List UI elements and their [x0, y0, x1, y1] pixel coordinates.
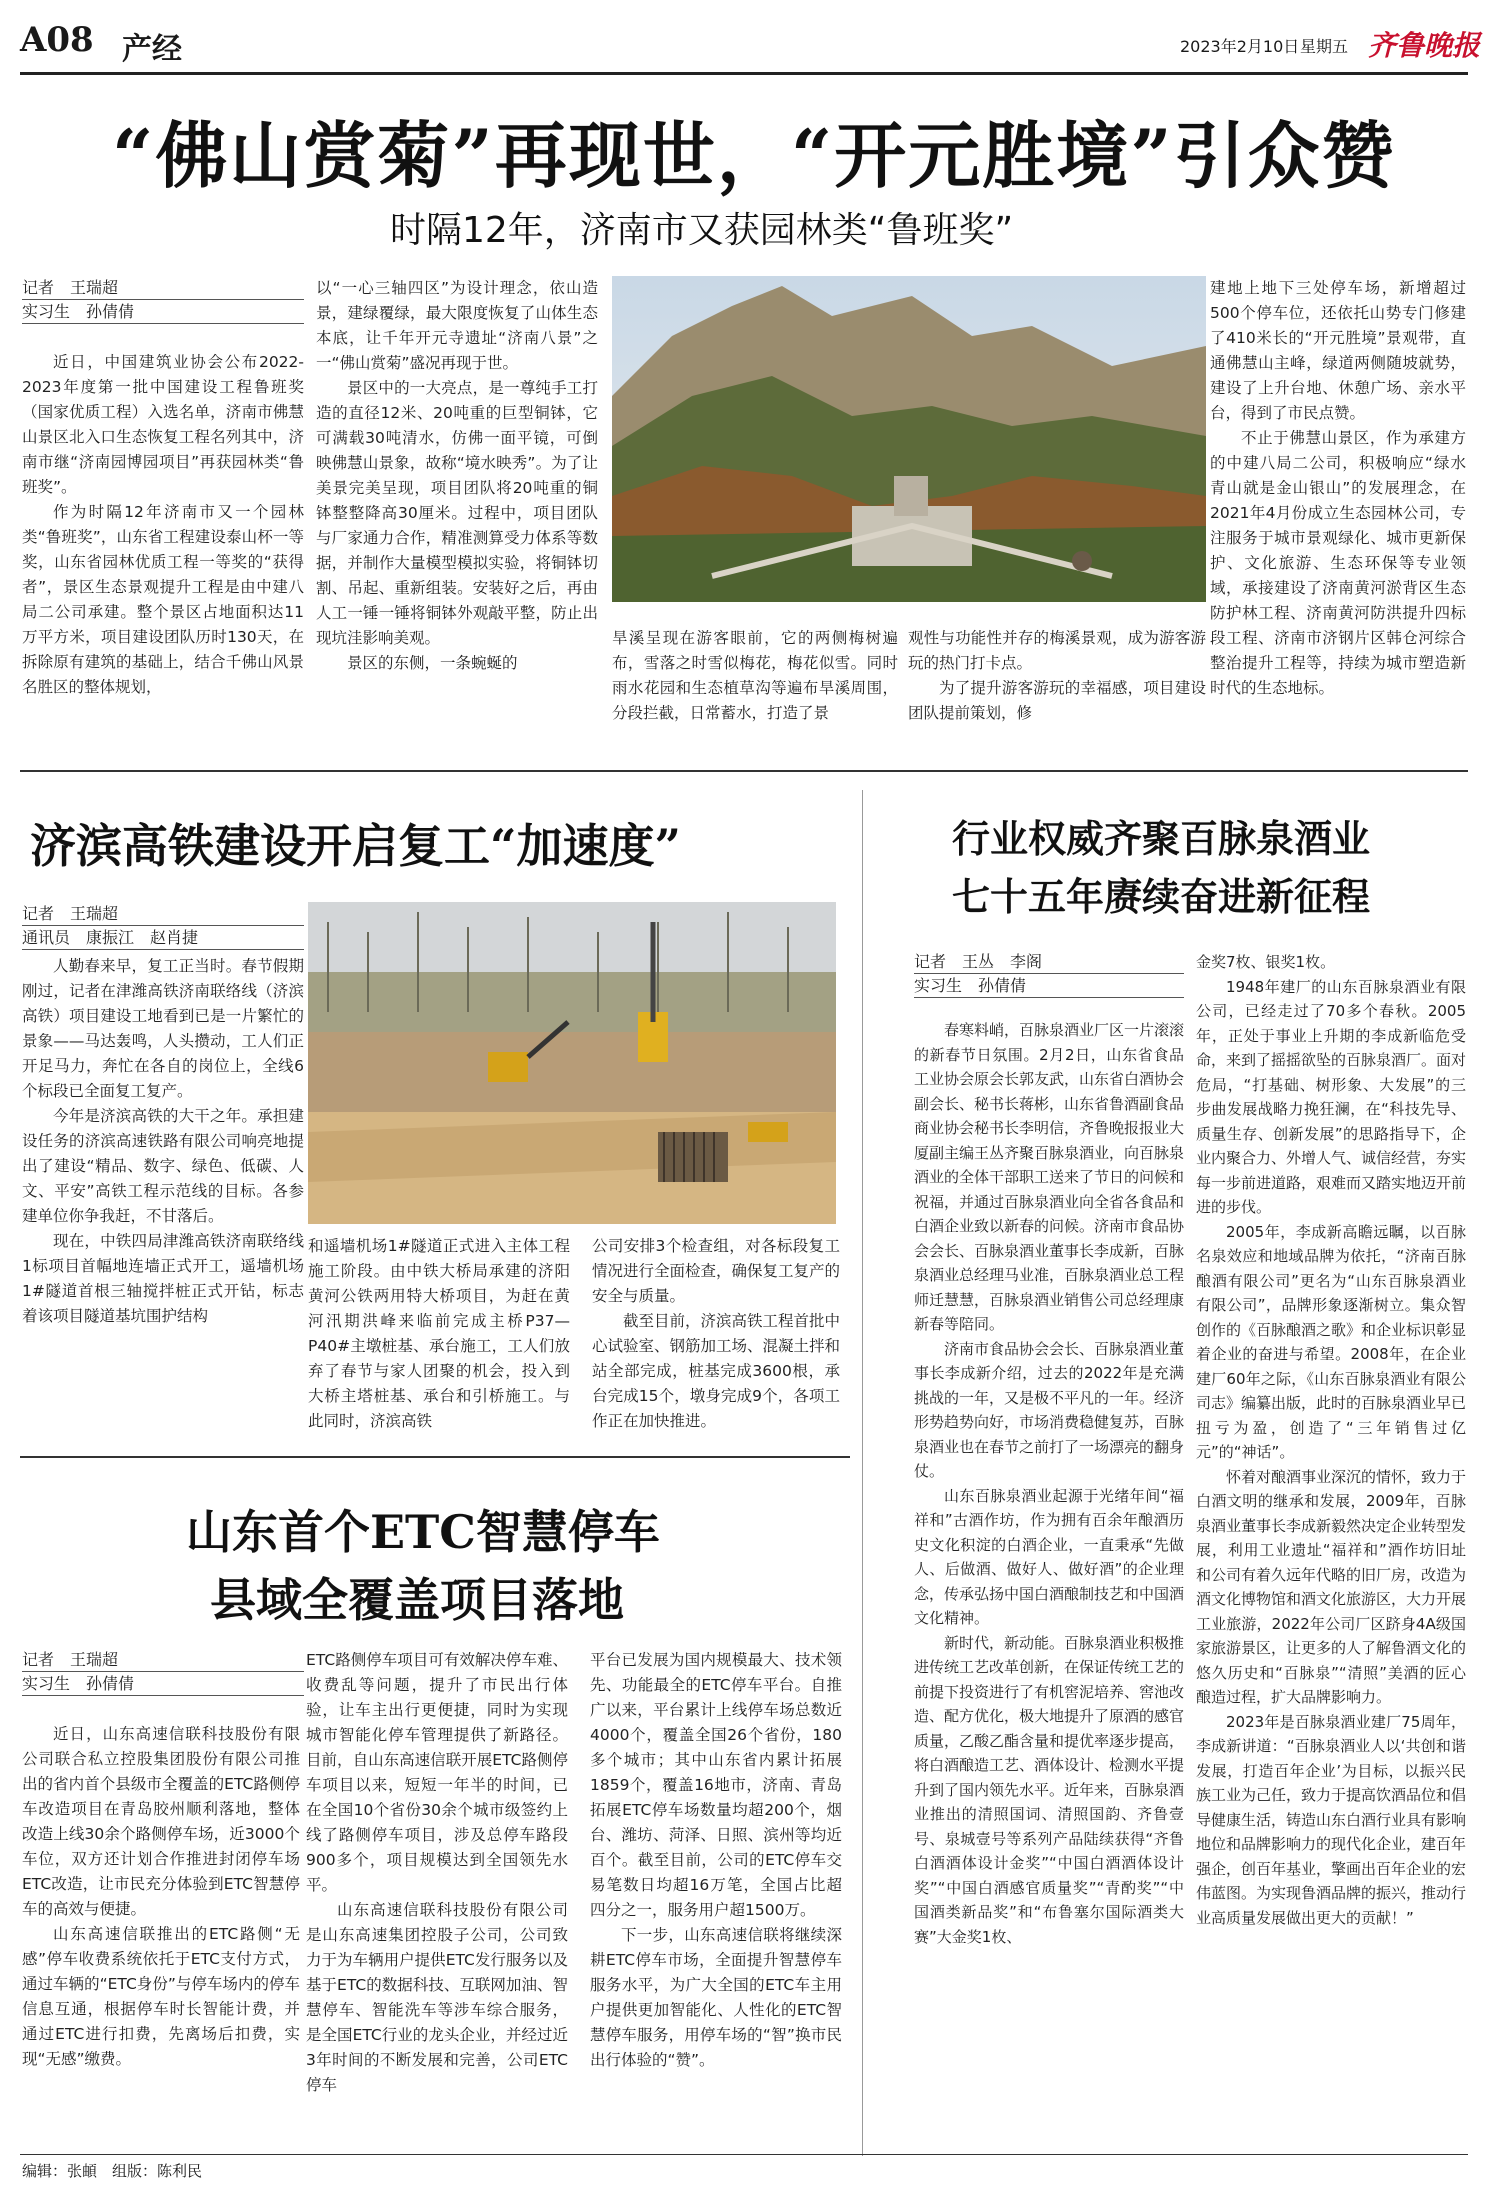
- paper-logo: 齐鲁晚报: [1368, 29, 1481, 62]
- article1-subtitle: 时隔12年，济南市又获园林类“鲁班奖”: [390, 210, 1014, 251]
- paragraph: 以“一心三轴四区”为设计理念，依山造景，建绿覆绿，最大限度恢复了山体生态本底，让千年开元寺遗址“济南八景”之一“佛山赏菊”盛况再现于世。: [316, 279, 598, 372]
- article2-column-2: [308, 1234, 570, 1432]
- article1-column-2: [316, 276, 598, 748]
- article4-column-2: [1196, 950, 1466, 2146]
- paragraph: 现在，中铁四局津潍高铁济南联络线1标项目首幅地连墙正式开工，遥墙机场1#隧道首根三轴搅拌桩正式开钻，标志着该项目隧道基坑围护结构: [22, 1232, 304, 1325]
- paragraph: 公司安排3个检查组，对各标段复工情况进行全面检查，确保复工复产的安全与质量。: [592, 1237, 840, 1305]
- article1-column-4: [908, 626, 1206, 748]
- paragraph: 作为时隔12年济南市又一个园林类“鲁班奖”，山东省工程建设泰山杯一等奖，山东省园林优质工程一等奖的“获得者”，景区生态景观提升工程是由中建八局二公司承建。整个景区占地面积达11万平方米，项目建设团队历时130天，在拆除原有建筑的基础上，结合千佛山风景名胜区的整体规划，: [22, 503, 304, 696]
- paragraph: 旱溪呈现在游客眼前，它的两侧梅树遍布，雪落之时雪似梅花，梅花似雪。同时雨水花园和生态植草沟等遍布旱溪周围，分段拦截，日常蓄水，打造了景: [612, 629, 898, 722]
- paragraph: 建地上地下三处停车场，新增超过500个停车位，还依托山势专门修建了410米长的“开元胜境”景观带，直通佛慧山主峰，绿道两侧随坡就势，建设了上升台地、休憩广场、亲水平台，得到了市民点赞。: [1210, 279, 1466, 422]
- article3-column-1: [22, 1722, 300, 2146]
- article4-byline: [914, 950, 1184, 998]
- editor-credit: 编辑：张頔 组版：陈利民: [22, 2162, 203, 2180]
- paragraph: 平台已发展为国内规模最大、技术领先、功能最全的ETC停车平台。自推广以来，平台累计上线停车场总数近4000个，覆盖全国26个省份，180多个城市；其中山东省内累计拓展1859个，覆盖16地市，济南、青岛拓展ETC停车场数量均超200个，烟台、潍坊、菏泽、日照、滨州等均近百个。截至目前，公司的ETC停车交易笔数日均超16万笔，全国占比超四分之一，服务用户超1500万。: [590, 1651, 842, 1919]
- paragraph: 山东百脉泉酒业起源于光绪年间“福祥和”古酒作坊，作为拥有百余年酿酒历史文化积淀的白酒企业，一直秉承“先做人、后做酒、做好人、做好酒”的企业理念，传承弘扬中国白酒酿制技艺和中国酒文化精神。: [914, 1486, 1184, 1627]
- paragraph: 景区中的一大亮点，是一尊纯手工打造的直径12米、20吨重的巨型铜钵，它可满载30吨清水，仿佛一面平镜，可倒映佛慧山景象，故称“境水映秀”。为了让美景完美呈现，项目团队将20吨重的铜钵整整降高30厘米。过程中，项目团队与厂家通力合作，精准测算受力体系等数据，并制作大量模型模拟实验，将铜钵切割、吊起、重新组装。安装好之后，再由人工一锤一锤将铜钵外观敲平整，防止出现坑洼影响美观。: [316, 379, 598, 647]
- paragraph: 景区的东侧，一条蜿蜒的: [347, 654, 518, 672]
- paragraph: 和遥墙机场1#隧道正式进入主体工程施工阶段。由中铁大桥局承建的济阳黄河公铁两用特大桥项目，为赶在黄河汛期洪峰来临前完成主桥P37—P40#主墩桩基、承台施工，工人们放弃了春节与家人团聚的机会，投入到大桥主塔桩基、承台和引桥施工。与此同时，济滨高铁: [308, 1237, 570, 1430]
- paragraph: 人勤春来早，复工正当时。春节假期刚过，记者在津潍高铁济南联络线（济滨高铁）项目建设工地看到已是一片繁忙的景象——马达轰鸣，人头攒动，工人们正开足马力，奔忙在各自的岗位上，全线6个标段已全面复工复产。: [22, 957, 304, 1100]
- column-divider: [862, 790, 863, 2156]
- footer-rule: [20, 2154, 1468, 2155]
- paragraph: 近日，中国建筑业协会公布2022-2023年度第一批中国建设工程鲁班奖（国家优质工程）入选名单，济南市佛慧山景区北入口生态恢复工程名列其中，济南市继“济南园博园项目”再获园林类“鲁班奖”。: [22, 353, 304, 496]
- article3-column-3: [590, 1648, 842, 2146]
- paragraph: 观性与功能性并存的梅溪景观，成为游客游玩的热门打卡点。: [908, 629, 1206, 672]
- article2-title: 济滨高铁建设开启复工“加速度”: [30, 819, 681, 873]
- issue-date: 2023年2月10日: [1180, 37, 1300, 56]
- section-divider: [20, 770, 1468, 772]
- paragraph: 近日，山东高速信联科技股份有限公司联合私立控股集团股份有限公司推出的省内首个县级市全覆盖的ETC路侧停车改造项目在青岛胶州顺利落地，整体改造上线30余个路侧停车场，近3000个车位，双方还计划合作推进封闭停车场ETC改造，让市民充分体验到ETC智慧停车的高效与便捷。: [22, 1725, 300, 1918]
- paragraph: 怀着对酿酒事业深沉的情怀，致力于白酒文明的继承和发展，2009年，百脉泉酒业董事长李成新毅然决定企业转型发展，利用工业遗址“福祥和”酒作坊旧址和公司有着久远年代略的旧厂房，改造为酒文化博物馆和酒文化旅游区，大力开展工业旅游，2022年公司厂区跻身4A级国家旅游景区，让更多的人了解鲁酒文化的悠久历史和“百脉泉”“清照”美酒的匠心酿造过程，扩大品牌影响力。: [1196, 1467, 1466, 1706]
- section-divider: [20, 1456, 850, 1458]
- article3-byline: [22, 1648, 304, 1696]
- paragraph: 春寒料峭，百脉泉酒业厂区一片滚滚的新春节日氛围。2月2日，山东省食品工业协会原会长郭友武，山东省白酒协会副会长、秘书长蒋彬，山东省鲁酒副食品商业协会秘书长李明信，齐鲁晚报报业大厦副主编王丛齐聚百脉泉酒业，向百脉泉酒业的全体干部职工送来了节日的问候和祝福，并通过百脉泉酒业向全省各食品和白酒企业致以新春的问候。济南市食品协会会长、百脉泉酒业董事长李成新，百脉泉酒业总经理马业准，百脉泉酒业总工程师迁慧慧，百脉泉酒业销售公司总经理康新春等陪同。: [914, 1021, 1184, 1333]
- article1-intern: 实习生 孙倩倩: [22, 300, 304, 324]
- section-name: 产经: [122, 32, 182, 67]
- paragraph: 新时代，新动能。百脉泉酒业积极推进传统工艺改革创新，在保证传统工艺的前提下投资进行了有机窖泥培养、窖池改造、配方优化，极大地提升了原酒的感官质量，乙酸乙酯含量和提优率逐步提高，将白酒酿造工艺、酒体设计、检测水平提升到了国内领先水平。近年来，百脉泉酒业推出的清照国词、清照国韵、齐鲁壹号、泉城壹号等系列产品陆续获得“齐鲁白酒酒体设计金奖”“中国白酒酒体设计奖”“中国白酒感官质量奖”“青酌奖”“中国酒类新品奖”和“布鲁塞尔国际酒类大赛”大金奖1枚、: [914, 1633, 1184, 1946]
- railway-construction-photo: [308, 902, 836, 1224]
- article3-title-line2: 县域全覆盖项目落地: [210, 1573, 624, 1627]
- paragraph: 2005年，李成新高瞻远瞩，以百脉名泉效应和地域品牌为依托，“济南百脉酿酒有限公司”更名为“山东百脉泉酒业有限公司”，品牌形象逐渐树立。集众智创作的《百脉酿酒之歌》和企业标识彰显着企业的奋进与希望。2008年，在企业建厂60年之际，《山东百脉泉酒业有限公司志》编纂出版，此时的百脉泉酒业早已扭亏为盈，创造了“三年销售过亿元”的“神话”。: [1196, 1222, 1466, 1461]
- paragraph: 金奖7枚、银奖1枚。: [1196, 953, 1336, 971]
- paragraph: 山东高速信联推出的ETC路侧“无感”停车收费系统依托于ETC支付方式，通过车辆的“ETC身份”与停车场内的停车信息互通，根据停车时长智能计费，并通过ETC进行扣费，先离场后扣费，实现“无感”缴费。: [22, 1925, 300, 2068]
- paragraph: 济南市食品协会会长、百脉泉酒业董事长李成新介绍，过去的2022年是充满挑战的一年，又是极不平凡的一年。经济形势趋势向好，市场消费稳健复苏，百脉泉酒业也在春节之前打了一场漂亮的翻身仗。: [914, 1339, 1184, 1480]
- paragraph: 不止于佛慧山景区，作为承建方的中建八局二公司，积极响应“绿水青山就是金山银山”的发展理念，在2021年4月份成立生态园林公司，专注服务于城市景观绿化、城市更新保护、文化旅游、生态环保等专业领域，承接建设了济南黄河淤背区生态防护林工程、济南黄河防洪提升四标段工程、济南市济钢片区韩仓河综合整治提升工程等，持续为城市塑造新时代的生态地标。: [1210, 429, 1466, 697]
- masthead-rule: [20, 72, 1468, 75]
- article2-byline: [22, 902, 304, 950]
- article2-column-1: [22, 954, 304, 1432]
- article1-title: “佛山赏菊”再现世，“开元胜境”引众赞: [112, 113, 1396, 198]
- article3-column-2: [306, 1648, 568, 2146]
- article3-reporter: 记者 王瑞超: [22, 1648, 304, 1672]
- article1-column-5: [1210, 276, 1466, 748]
- article4-column-1: [914, 1018, 1184, 2146]
- article3-intern: 实习生 孙倩倩: [22, 1672, 304, 1696]
- article4-reporter: 记者 王丛 李阁: [914, 950, 1184, 974]
- paragraph: 2023年是百脉泉酒业建厂75周年，李成新讲道：“百脉泉酒业人以‘共创和谐发展，打造百年企业’为目标，以振兴民族工业为己任，致力于提高饮酒品位和倡导健康生活，铸造山东白酒行业具有影响地位和品牌影响力的现代化企业，建百年强企，创百年基业，擎画出百年企业的宏伟蓝图。为实现鲁酒品牌的振兴，推动行业高质量发展做出更大的贡献！”: [1196, 1712, 1466, 1927]
- article2-column-3: [592, 1234, 840, 1432]
- paragraph: 山东高速信联科技股份有限公司是山东高速集团控股子公司，公司致力于为车辆用户提供ETC发行服务以及基于ETC的数据科技、互联网加油、智慧停车、智能洗车等涉车综合服务，是全国ETC行业的龙头企业，并经过近3年时间的不断发展和完善，公司ETC停车: [306, 1901, 568, 2094]
- article1-column-3: [612, 626, 898, 748]
- article1-byline: [22, 276, 304, 324]
- park-aerial-photo: [612, 276, 1206, 602]
- paragraph: 为了提升游客游玩的幸福感，项目建设团队提前策划，修: [908, 679, 1206, 722]
- article4-intern: 实习生 孙倩倩: [914, 974, 1184, 998]
- article2-correspondent: 通讯员 康振江 赵肖捷: [22, 926, 304, 950]
- article1-reporter: 记者 王瑞超: [22, 276, 304, 300]
- article4-title-line2: 七十五年赓续奋进新征程: [952, 874, 1371, 919]
- article2-reporter: 记者 王瑞超: [22, 902, 304, 926]
- paragraph: 下一步，山东高速信联将继续深耕ETC停车市场，全面提升智慧停车服务水平，为广大全国的ETC车主用户提供更加智能化、人性化的ETC智慧停车服务，用停车场的“智”换市民出行体验的“赞”。: [590, 1926, 842, 2069]
- paragraph: 截至目前，济滨高铁工程首批中心试验室、钢筋加工场、混凝土拌和站全部完成，桩基完成3600根，承台完成15个，墩身完成9个，各项工作正在加快推进。: [592, 1312, 840, 1430]
- article1-column-1: [22, 350, 304, 748]
- paragraph: ETC路侧停车项目可有效解决停车难、收费乱等问题，提升了市民出行体验，让车主出行更便捷，同时为实现城市智能化停车管理提供了新路径。目前，自山东高速信联开展ETC路侧停车项目以来，短短一年半的时间，已在全国10个省份30余个城市级签约上线了路侧停车项目，涉及总停车路段900多个，项目规模达到全国领先水平。: [306, 1651, 568, 1894]
- article4-title-line1: 行业权威齐聚百脉泉酒业: [952, 816, 1371, 861]
- page-number: A08: [20, 20, 94, 60]
- issue-weekday: 星期五: [1300, 37, 1349, 56]
- paragraph: 今年是济滨高铁的大干之年。承担建设任务的济滨高速铁路有限公司响亮地提出了建设“精品、数字、绿色、低碳、人文、平安”高铁工程示范线的目标。各参建单位你争我赶，不甘落后。: [22, 1107, 304, 1225]
- article3-title-line1: 山东首个ETC智慧停车: [186, 1505, 660, 1559]
- paragraph: 1948年建厂的山东百脉泉酒业有限公司，已经走过了70多个春秋。2005年，正处于事业上升期的李成新临危受命，来到了摇摇欲坠的百脉泉酒厂。面对危局，“打基础、树形象、大发展”的三步曲发展战略力挽狂澜，在“科技先导、质量生存、创新发展”的思路指导下，企业内聚合力、外增人气、诚信经营，夯实每一步前进道路，艰难而又踏实地迈开前进的步伐。: [1196, 977, 1466, 1216]
